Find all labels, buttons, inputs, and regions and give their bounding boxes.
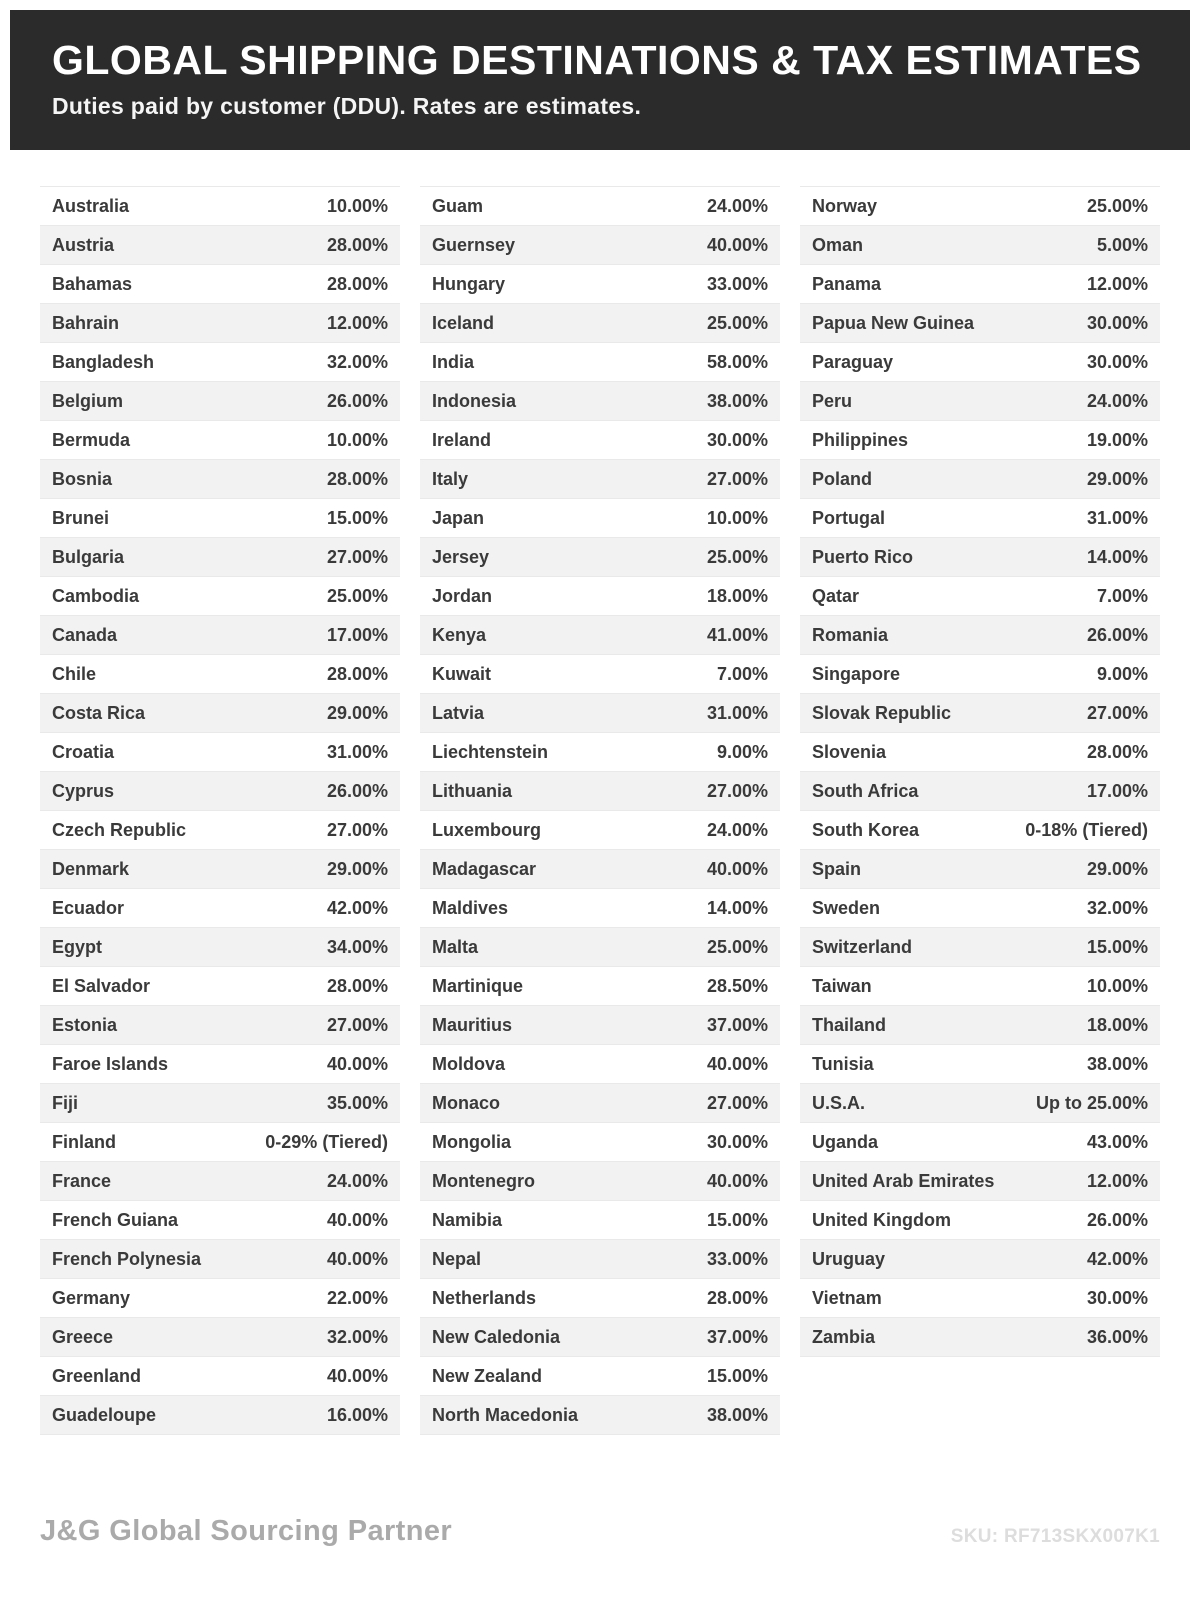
table-row — [40, 1006, 400, 1045]
tax-rate: 26.00% — [326, 780, 388, 801]
table-row — [800, 1201, 1160, 1240]
country-name: Latvia — [432, 702, 485, 723]
table-row — [40, 421, 400, 460]
table-row — [420, 1123, 780, 1162]
country-name: French Guiana — [52, 1209, 179, 1230]
country-name: Papua New Guinea — [812, 312, 975, 333]
tax-rate: 28.00% — [326, 273, 388, 294]
table-row — [420, 304, 780, 343]
table-row — [40, 1396, 400, 1435]
table-row — [420, 616, 780, 655]
table-row — [40, 1279, 400, 1318]
table-row — [40, 265, 400, 304]
tax-rate: 37.00% — [706, 1326, 768, 1347]
country-name: Spain — [812, 858, 862, 879]
table-row — [420, 1279, 780, 1318]
table-row — [40, 460, 400, 499]
tax-rate: 25.00% — [1086, 195, 1148, 216]
table-row — [420, 655, 780, 694]
country-name: United Arab Emirates — [812, 1170, 995, 1191]
tax-rate: 42.00% — [1086, 1248, 1148, 1269]
country-name: Peru — [812, 390, 853, 411]
table-row — [40, 1201, 400, 1240]
country-name: Paraguay — [812, 351, 894, 372]
rate-columns — [40, 186, 1160, 1435]
country-name: Philippines — [812, 429, 909, 450]
tax-rate: 15.00% — [706, 1209, 768, 1230]
table-row — [40, 1084, 400, 1123]
table-row — [420, 928, 780, 967]
country-name: Czech Republic — [52, 819, 187, 840]
country-name: Malta — [432, 936, 479, 957]
table-row — [40, 772, 400, 811]
tax-rate: 19.00% — [1086, 429, 1148, 450]
tax-rate: 14.00% — [706, 897, 768, 918]
tax-rate: 0-18% (Tiered) — [1025, 819, 1148, 840]
tax-rate: 9.00% — [1096, 663, 1148, 684]
tax-rate: 10.00% — [326, 429, 388, 450]
country-name: South Korea — [812, 819, 920, 840]
tax-rate: 27.00% — [706, 780, 768, 801]
table-row — [420, 1084, 780, 1123]
country-name: El Salvador — [52, 975, 151, 996]
table-row — [40, 226, 400, 265]
table-row — [800, 967, 1160, 1006]
page-subtitle: Duties paid by customer (DDU). Rates are estimates. — [52, 93, 642, 120]
tax-rate: 27.00% — [1086, 702, 1148, 723]
tax-rate: 30.00% — [1086, 312, 1148, 333]
table-row — [420, 460, 780, 499]
table-row — [420, 850, 780, 889]
country-name: Netherlands — [432, 1287, 537, 1308]
table-row — [800, 187, 1160, 226]
country-name: Bulgaria — [52, 546, 125, 567]
tax-rate: 26.00% — [1086, 1209, 1148, 1230]
country-name: Singapore — [812, 663, 901, 684]
country-name: Australia — [52, 195, 130, 216]
table-row — [420, 811, 780, 850]
table-row — [40, 382, 400, 421]
country-name: Bahrain — [52, 312, 120, 333]
tax-rate: 43.00% — [1086, 1131, 1148, 1152]
country-name: Croatia — [52, 741, 115, 762]
country-name: Mongolia — [432, 1131, 511, 1152]
tax-rate: 40.00% — [706, 1170, 768, 1191]
table-row — [800, 1240, 1160, 1279]
table-row — [40, 694, 400, 733]
tax-rate: 28.00% — [326, 663, 388, 684]
tax-rate: 26.00% — [326, 390, 388, 411]
tax-rate: 0-29% (Tiered) — [265, 1131, 388, 1152]
table-row — [420, 1201, 780, 1240]
country-name: Denmark — [52, 858, 130, 879]
tax-rate: 14.00% — [1086, 546, 1148, 567]
rate-column-2 — [420, 186, 780, 1435]
table-row — [800, 1162, 1160, 1201]
table-row — [420, 1318, 780, 1357]
country-name: Portugal — [812, 507, 886, 528]
tax-rate: 18.00% — [1086, 1014, 1148, 1035]
country-name: Romania — [812, 624, 889, 645]
tax-rate: 24.00% — [1086, 390, 1148, 411]
country-name: United Kingdom — [812, 1209, 951, 1230]
country-name: Ecuador — [52, 897, 125, 918]
tax-rate: 31.00% — [1086, 507, 1148, 528]
tax-rate: 18.00% — [706, 585, 768, 606]
tax-rate: 17.00% — [1086, 780, 1148, 801]
tax-rate: 29.00% — [1086, 468, 1148, 489]
table-row — [420, 499, 780, 538]
country-name: Taiwan — [812, 975, 872, 996]
tax-rate: 10.00% — [326, 195, 388, 216]
tax-rate: 12.00% — [1086, 273, 1148, 294]
tax-rate: 15.00% — [1086, 936, 1148, 957]
country-name: Greece — [52, 1326, 114, 1347]
country-name: Iceland — [432, 312, 495, 333]
table-row — [40, 343, 400, 382]
tax-rate: 27.00% — [326, 1014, 388, 1035]
tax-rate: 33.00% — [706, 1248, 768, 1269]
tax-rate: 40.00% — [706, 234, 768, 255]
table-row — [420, 1006, 780, 1045]
tax-rate: 41.00% — [706, 624, 768, 645]
table-row — [40, 967, 400, 1006]
country-name: Greenland — [52, 1365, 142, 1386]
country-name: Chile — [52, 663, 97, 684]
table-row — [420, 967, 780, 1006]
tax-rate: 29.00% — [326, 702, 388, 723]
table-row — [800, 655, 1160, 694]
tax-rate: 34.00% — [326, 936, 388, 957]
table-row — [800, 343, 1160, 382]
tax-rate: 25.00% — [706, 936, 768, 957]
country-name: Madagascar — [432, 858, 537, 879]
tax-rate: 38.00% — [706, 1404, 768, 1425]
table-row — [40, 1045, 400, 1084]
table-row — [420, 538, 780, 577]
country-name: Vietnam — [812, 1287, 882, 1308]
country-name: Guam — [432, 195, 484, 216]
table-row — [800, 1006, 1160, 1045]
table-row — [40, 1240, 400, 1279]
tax-rate: 30.00% — [1086, 351, 1148, 372]
table-row — [40, 304, 400, 343]
table-row — [420, 1162, 780, 1201]
country-name: South Africa — [812, 780, 919, 801]
tax-rate: 27.00% — [326, 546, 388, 567]
tax-rate: 31.00% — [326, 741, 388, 762]
tax-rate: 27.00% — [706, 1092, 768, 1113]
tax-rate: 7.00% — [716, 663, 768, 684]
tax-rate: 32.00% — [326, 351, 388, 372]
rates-table — [10, 150, 1190, 1435]
tax-rate: 12.00% — [1086, 1170, 1148, 1191]
tax-rate: 27.00% — [326, 819, 388, 840]
country-name: Jordan — [432, 585, 493, 606]
table-row — [40, 538, 400, 577]
country-name: Kuwait — [432, 663, 492, 684]
country-name: New Zealand — [432, 1365, 543, 1386]
table-row — [420, 265, 780, 304]
country-name: Brunei — [52, 507, 110, 528]
tax-rate: 32.00% — [1086, 897, 1148, 918]
country-name: Qatar — [812, 585, 860, 606]
tax-rate: 28.00% — [1086, 741, 1148, 762]
tax-rate: 25.00% — [706, 312, 768, 333]
country-name: French Polynesia — [52, 1248, 202, 1269]
country-name: Slovak Republic — [812, 702, 952, 723]
country-name: Luxembourg — [432, 819, 542, 840]
country-name: Poland — [812, 468, 873, 489]
table-row — [800, 1084, 1160, 1123]
table-row — [40, 1318, 400, 1357]
table-row — [800, 499, 1160, 538]
country-name: Finland — [52, 1131, 116, 1152]
table-row — [40, 1123, 400, 1162]
table-row — [800, 928, 1160, 967]
tax-rate: 12.00% — [326, 312, 388, 333]
country-name: Maldives — [432, 897, 509, 918]
table-row — [800, 811, 1160, 850]
country-name: Kenya — [432, 624, 487, 645]
country-name: Uganda — [812, 1131, 879, 1152]
country-name: Zambia — [812, 1326, 876, 1347]
table-row — [800, 382, 1160, 421]
tax-rate: 35.00% — [326, 1092, 388, 1113]
country-name: Mauritius — [432, 1014, 513, 1035]
table-row — [40, 733, 400, 772]
country-name: Estonia — [52, 1014, 118, 1035]
tax-rate: 26.00% — [1086, 624, 1148, 645]
country-name: Costa Rica — [52, 702, 146, 723]
tax-rate: 17.00% — [326, 624, 388, 645]
tax-rate: 24.00% — [706, 819, 768, 840]
table-row — [420, 733, 780, 772]
table-row — [800, 1045, 1160, 1084]
table-row — [420, 343, 780, 382]
country-name: Lithuania — [432, 780, 512, 801]
tax-rate: 38.00% — [1086, 1053, 1148, 1074]
country-name: Nepal — [432, 1248, 482, 1269]
tax-rate: 28.50% — [706, 975, 768, 996]
table-row — [420, 421, 780, 460]
tax-rate: 42.00% — [326, 897, 388, 918]
tax-rate: 40.00% — [706, 858, 768, 879]
table-row — [420, 889, 780, 928]
table-row — [800, 421, 1160, 460]
table-row — [40, 616, 400, 655]
country-name: Sweden — [812, 897, 881, 918]
country-name: Monaco — [432, 1092, 501, 1113]
tax-rate: 30.00% — [1086, 1287, 1148, 1308]
table-row — [800, 694, 1160, 733]
country-name: Switzerland — [812, 936, 913, 957]
tax-rate: 38.00% — [706, 390, 768, 411]
country-name: Liechtenstein — [432, 741, 549, 762]
sku-label: SKU: RF713SKX007K1 — [950, 1526, 1160, 1547]
header-banner — [10, 10, 1190, 150]
country-name: U.S.A. — [812, 1092, 866, 1113]
country-name: Canada — [52, 624, 118, 645]
table-row — [800, 1318, 1160, 1357]
table-row — [420, 772, 780, 811]
country-name: Hungary — [432, 273, 506, 294]
country-name: Oman — [812, 234, 864, 255]
table-row — [420, 1357, 780, 1396]
country-name: Cyprus — [52, 780, 115, 801]
tax-rate: 40.00% — [326, 1053, 388, 1074]
tax-rate: 5.00% — [1096, 234, 1148, 255]
table-row — [420, 226, 780, 265]
country-name: Norway — [812, 195, 878, 216]
country-name: Moldova — [432, 1053, 506, 1074]
tax-rate: 10.00% — [1086, 975, 1148, 996]
table-row — [800, 616, 1160, 655]
table-row — [40, 811, 400, 850]
tax-rate: Up to 25.00% — [1035, 1092, 1148, 1113]
country-name: Jersey — [432, 546, 490, 567]
tax-rate: 10.00% — [706, 507, 768, 528]
page-title: GLOBAL SHIPPING DESTINATIONS & TAX ESTIMATES — [52, 37, 1142, 83]
table-row — [800, 772, 1160, 811]
rate-column-1 — [40, 186, 400, 1435]
tax-rate: 24.00% — [706, 195, 768, 216]
country-name: Belgium — [52, 390, 124, 411]
country-name: Panama — [812, 273, 882, 294]
tax-rate: 32.00% — [326, 1326, 388, 1347]
table-row — [420, 1396, 780, 1435]
tax-rate: 40.00% — [706, 1053, 768, 1074]
table-row — [420, 1045, 780, 1084]
tax-rate: 31.00% — [706, 702, 768, 723]
table-row — [800, 460, 1160, 499]
table-row — [800, 538, 1160, 577]
table-row — [420, 187, 780, 226]
table-row — [420, 382, 780, 421]
rate-column-3 — [800, 186, 1160, 1357]
tax-rate: 7.00% — [1096, 585, 1148, 606]
table-row — [800, 889, 1160, 928]
table-row — [420, 694, 780, 733]
table-row — [800, 265, 1160, 304]
country-name: Martinique — [432, 975, 524, 996]
country-name: France — [52, 1170, 112, 1191]
table-row — [800, 226, 1160, 265]
country-name: Fiji — [52, 1092, 78, 1113]
table-row — [40, 655, 400, 694]
table-row — [40, 187, 400, 226]
tax-rate: 58.00% — [706, 351, 768, 372]
table-row — [800, 1123, 1160, 1162]
table-row — [40, 889, 400, 928]
tax-rate: 25.00% — [706, 546, 768, 567]
country-name: Thailand — [812, 1014, 887, 1035]
country-name: New Caledonia — [432, 1326, 561, 1347]
tax-rate: 28.00% — [326, 234, 388, 255]
tax-rate: 29.00% — [1086, 858, 1148, 879]
table-row — [40, 1162, 400, 1201]
tax-rate: 28.00% — [326, 468, 388, 489]
country-name: Ireland — [432, 429, 492, 450]
country-name: Austria — [52, 234, 115, 255]
table-row — [40, 850, 400, 889]
country-name: Germany — [52, 1287, 131, 1308]
tax-rate: 30.00% — [706, 1131, 768, 1152]
country-name: Guernsey — [432, 234, 516, 255]
tax-rate: 40.00% — [326, 1365, 388, 1386]
country-name: Bosnia — [52, 468, 113, 489]
table-row — [800, 577, 1160, 616]
tax-rate: 25.00% — [326, 585, 388, 606]
country-name: Cambodia — [52, 585, 140, 606]
tax-rate: 40.00% — [326, 1209, 388, 1230]
table-row — [800, 1279, 1160, 1318]
country-name: Tunisia — [812, 1053, 874, 1074]
table-row — [800, 850, 1160, 889]
table-row — [40, 577, 400, 616]
country-name: Slovenia — [812, 741, 887, 762]
country-name: Egypt — [52, 936, 103, 957]
table-row — [40, 1357, 400, 1396]
country-name: Puerto Rico — [812, 546, 914, 567]
country-name: Indonesia — [432, 390, 517, 411]
table-row — [40, 928, 400, 967]
tax-rate: 16.00% — [326, 1404, 388, 1425]
tax-rate: 28.00% — [326, 975, 388, 996]
table-row — [420, 577, 780, 616]
tax-rate: 36.00% — [1086, 1326, 1148, 1347]
country-name: Montenegro — [432, 1170, 535, 1191]
country-name: North Macedonia — [432, 1404, 579, 1425]
country-name: Bermuda — [52, 429, 131, 450]
table-row — [40, 499, 400, 538]
tax-rate: 28.00% — [706, 1287, 768, 1308]
country-name: Uruguay — [812, 1248, 886, 1269]
country-name: India — [432, 351, 475, 372]
tax-rate: 40.00% — [326, 1248, 388, 1269]
table-row — [420, 1240, 780, 1279]
country-name: Japan — [432, 507, 485, 528]
country-name: Bangladesh — [52, 351, 155, 372]
table-row — [800, 304, 1160, 343]
country-name: Bahamas — [52, 273, 133, 294]
brand-name: J&G Global Sourcing Partner — [40, 1515, 453, 1547]
tax-rate: 9.00% — [716, 741, 768, 762]
tax-rate: 30.00% — [706, 429, 768, 450]
tax-rate: 27.00% — [706, 468, 768, 489]
country-name: Namibia — [432, 1209, 503, 1230]
table-row — [800, 733, 1160, 772]
tax-rate: 29.00% — [326, 858, 388, 879]
country-name: Italy — [432, 468, 469, 489]
country-name: Faroe Islands — [52, 1053, 169, 1074]
tax-rate: 33.00% — [706, 273, 768, 294]
tax-rate: 15.00% — [706, 1365, 768, 1386]
tax-rate: 15.00% — [326, 507, 388, 528]
tax-rate: 22.00% — [326, 1287, 388, 1308]
tax-rate: 37.00% — [706, 1014, 768, 1035]
footer — [10, 1515, 1190, 1590]
country-name: Guadeloupe — [52, 1404, 157, 1425]
tax-rate: 24.00% — [326, 1170, 388, 1191]
